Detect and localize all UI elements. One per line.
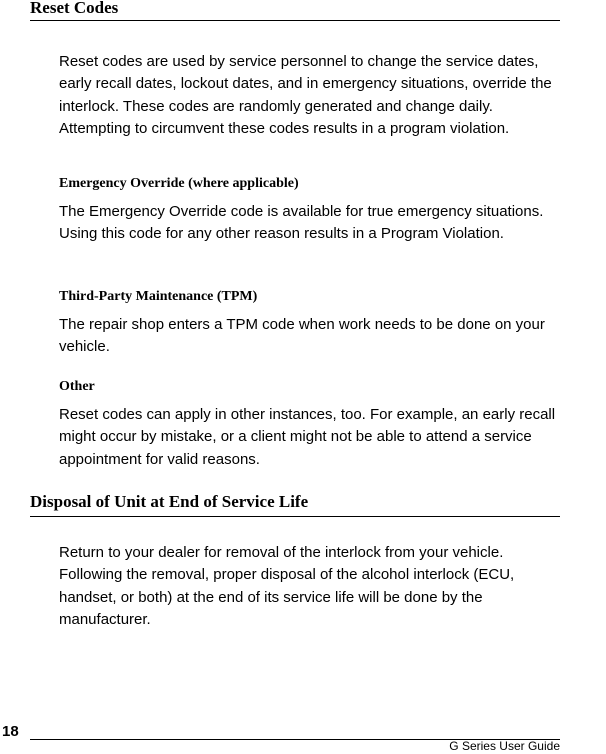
emergency-override-body: The Emergency Override code is available for true emergency situations. Using this code for any other reason results in a Program Violation. xyxy=(59,203,544,243)
other-heading: Other xyxy=(59,379,95,394)
disposal-rule xyxy=(30,516,560,517)
tpm-body: The repair shop enters a TPM code when work needs to be done on your vehicle. xyxy=(59,316,545,356)
tpm-heading: Third-Party Maintenance (TPM) xyxy=(59,289,258,304)
disposal-body: Return to your dealer for removal of the interlock from your vehicle. Following the removal, proper disposal of the alcohol interlock (ECU, handset, or both) at the end of its service life will be done by the manufacturer. xyxy=(59,544,515,629)
page-number: 18 xyxy=(2,723,19,740)
other-body: Reset codes can apply in other instances, too. For example, an early recall might occur by mistake, or a client might not be able to attend a service appointment for valid reasons. xyxy=(59,406,556,468)
disposal-heading: Disposal of Unit at End of Service Life xyxy=(30,492,309,511)
footer-guide-title: G Series User Guide xyxy=(449,739,560,753)
reset-codes-intro: Reset codes are used by service personnel to change the service dates, early recall dates, lockout dates, and in emergency situations, override the interlock. These codes are randomly generated and change daily. Attempting to circumvent these codes results in a program violation. xyxy=(59,53,552,138)
emergency-override-heading: Emergency Override (where applicable) xyxy=(59,176,299,191)
reset-codes-heading: Reset Codes xyxy=(30,0,119,17)
reset-codes-rule xyxy=(30,20,560,21)
